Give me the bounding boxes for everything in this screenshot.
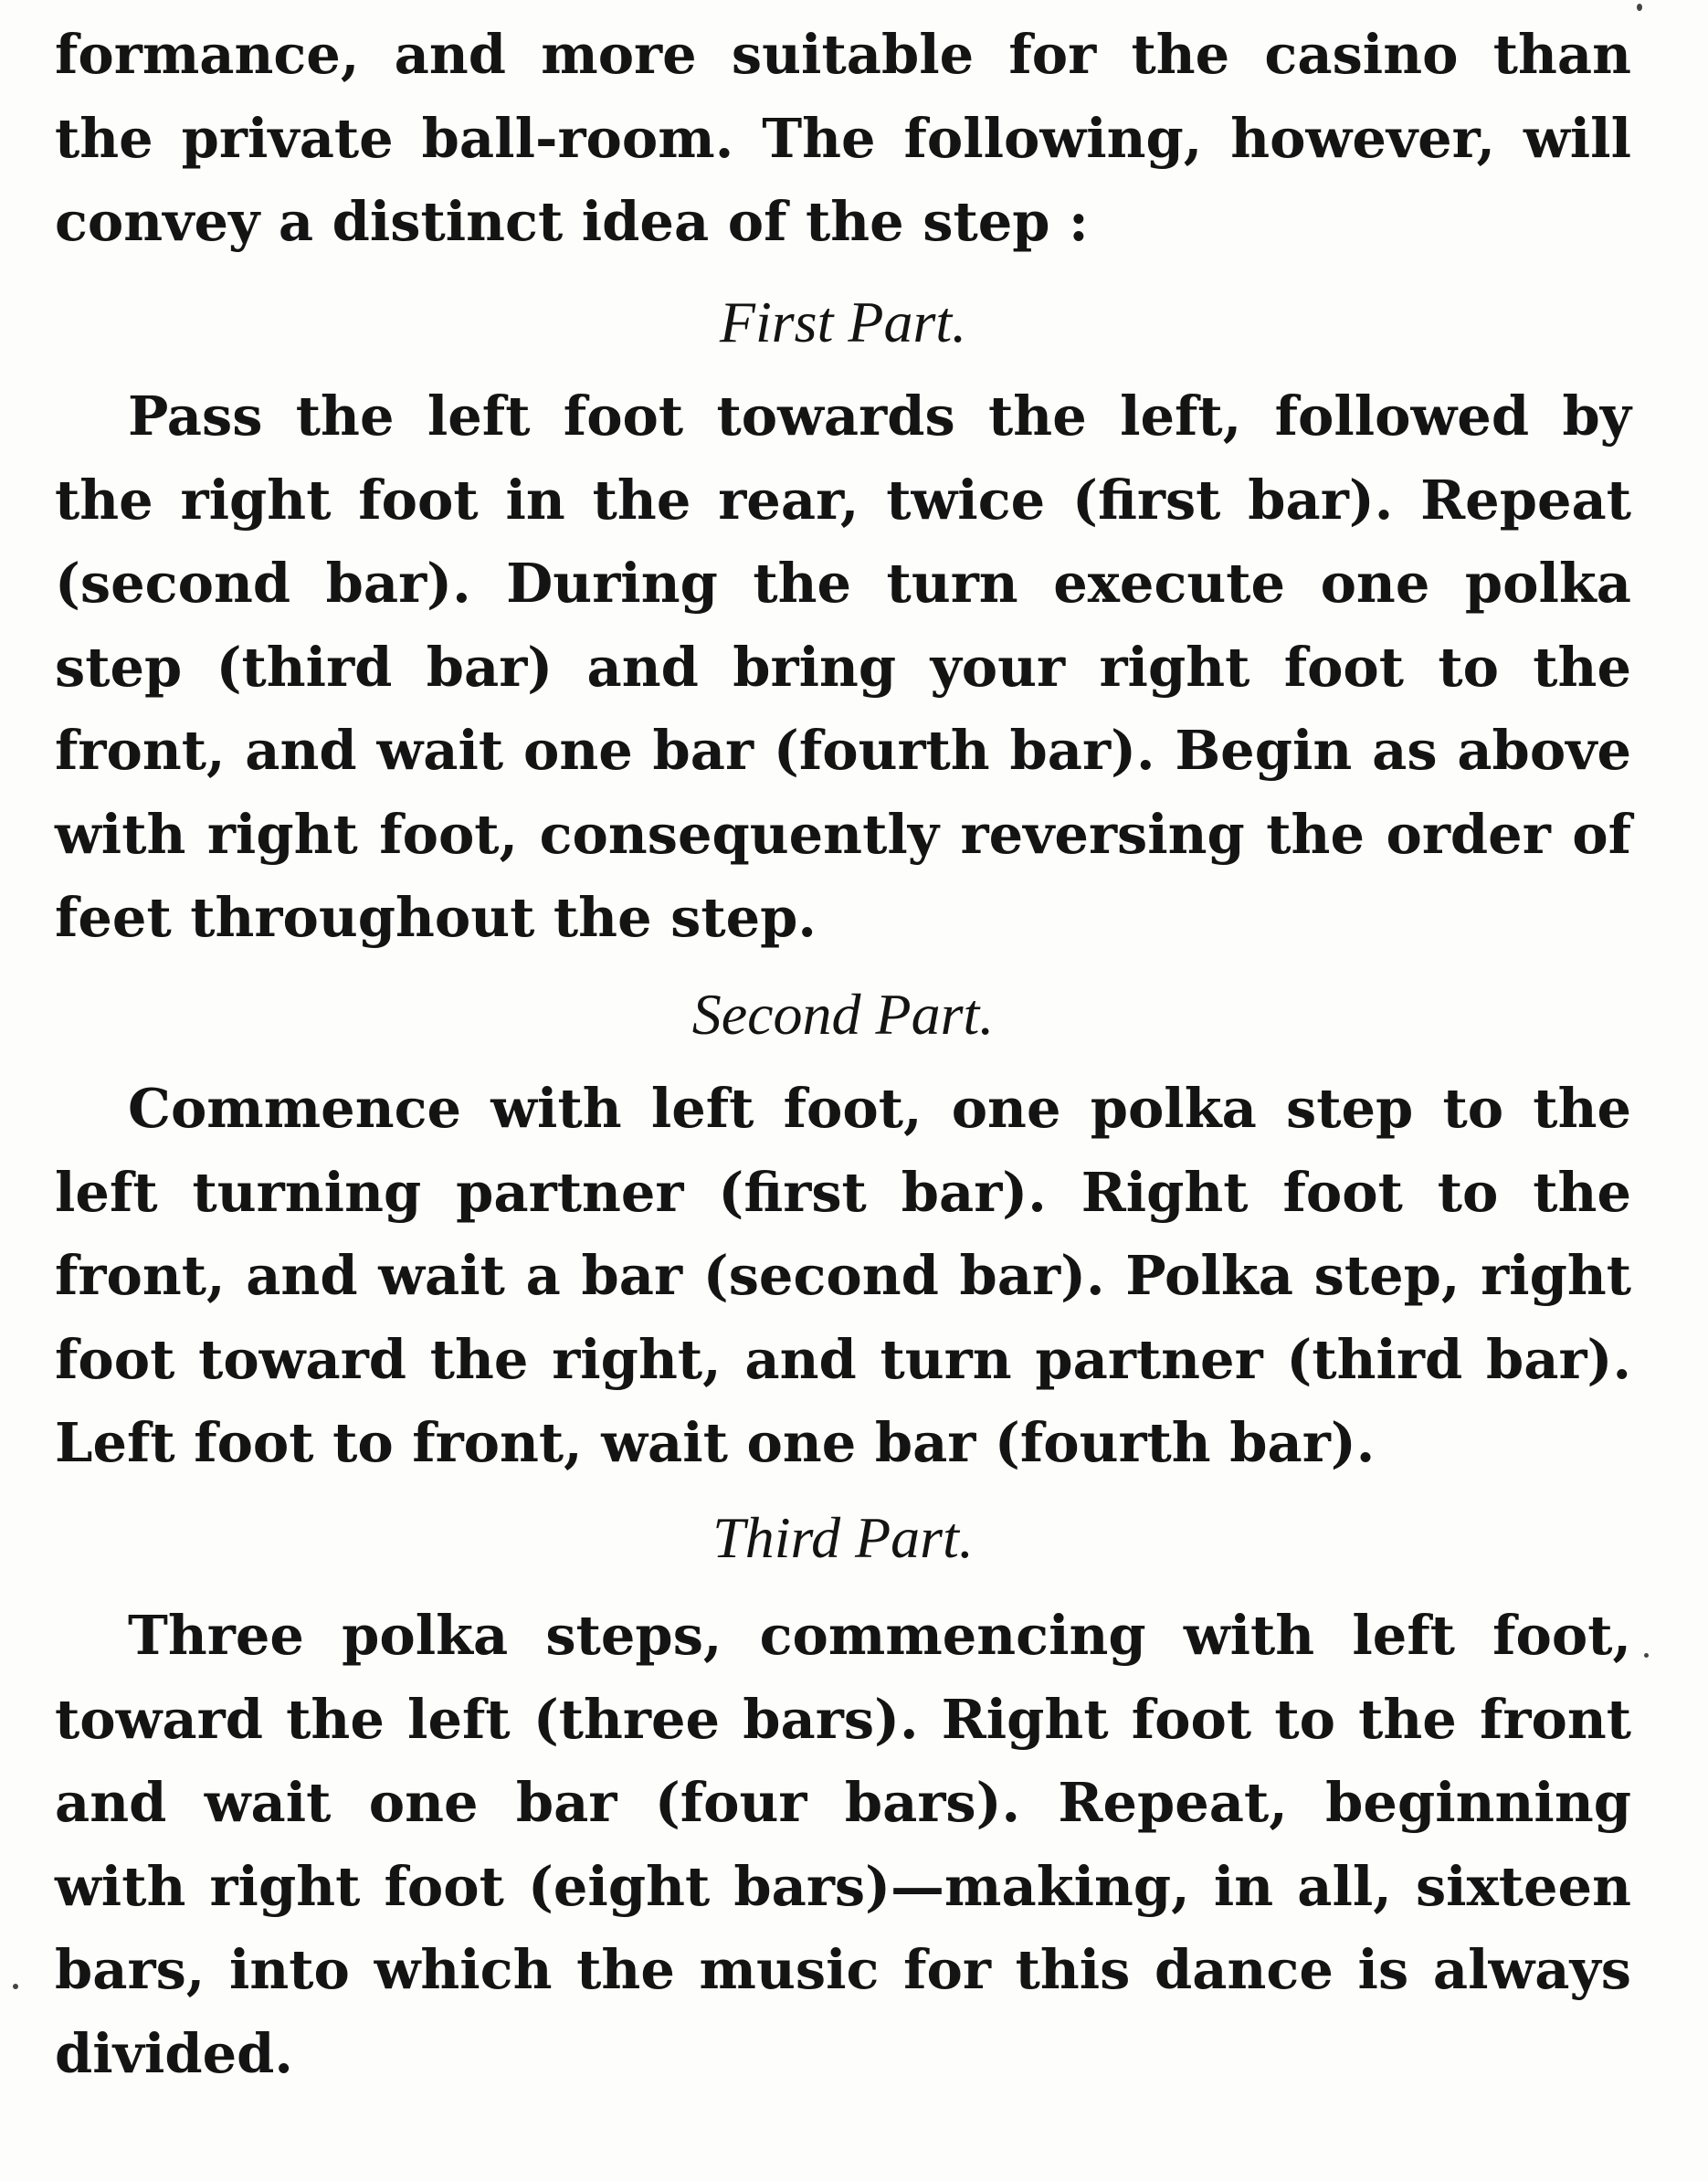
third-part-heading: Third Part. [712,1504,974,1570]
opening-paragraph: formance, and more suitable for the casino than the private ball-room. The following, however, will convey a distinct idea of the step : [55,23,1631,253]
print-speck [1637,4,1642,11]
second-part-paragraph: Commence with left foot, one polka step to the left turning partner (first bar). Right foot to the front, and wait a bar (second bar). Polka step, right foot toward the right, and turn partner (third bar). Left foot to front, wait one bar (fourth bar). [55,1077,1631,1474]
first-part-heading: First Part. [719,289,967,354]
print-speck [1644,1653,1649,1658]
second-part-heading: Second Part. [691,981,995,1047]
print-speck [13,1984,18,1989]
third-part-paragraph: Three polka steps, commencing with left foot, toward the left (three bars). Right foot to the front and wait one bar (four bars). Repeat, beginning with right foot (eight bars)—making, in all, sixteen bars, into which the music for this dance is always divided. [55,1604,1631,2085]
first-part-paragraph: Pass the left foot towards the left, followed by the right foot in the rear, twice (first bar). Repeat (second bar). During the turn execute one polka step (third bar) and bring your right foot to the front, and wait one bar (fourth bar). Begin as above with right foot, consequently reversing the order of feet throughout the step. [55,385,1631,949]
